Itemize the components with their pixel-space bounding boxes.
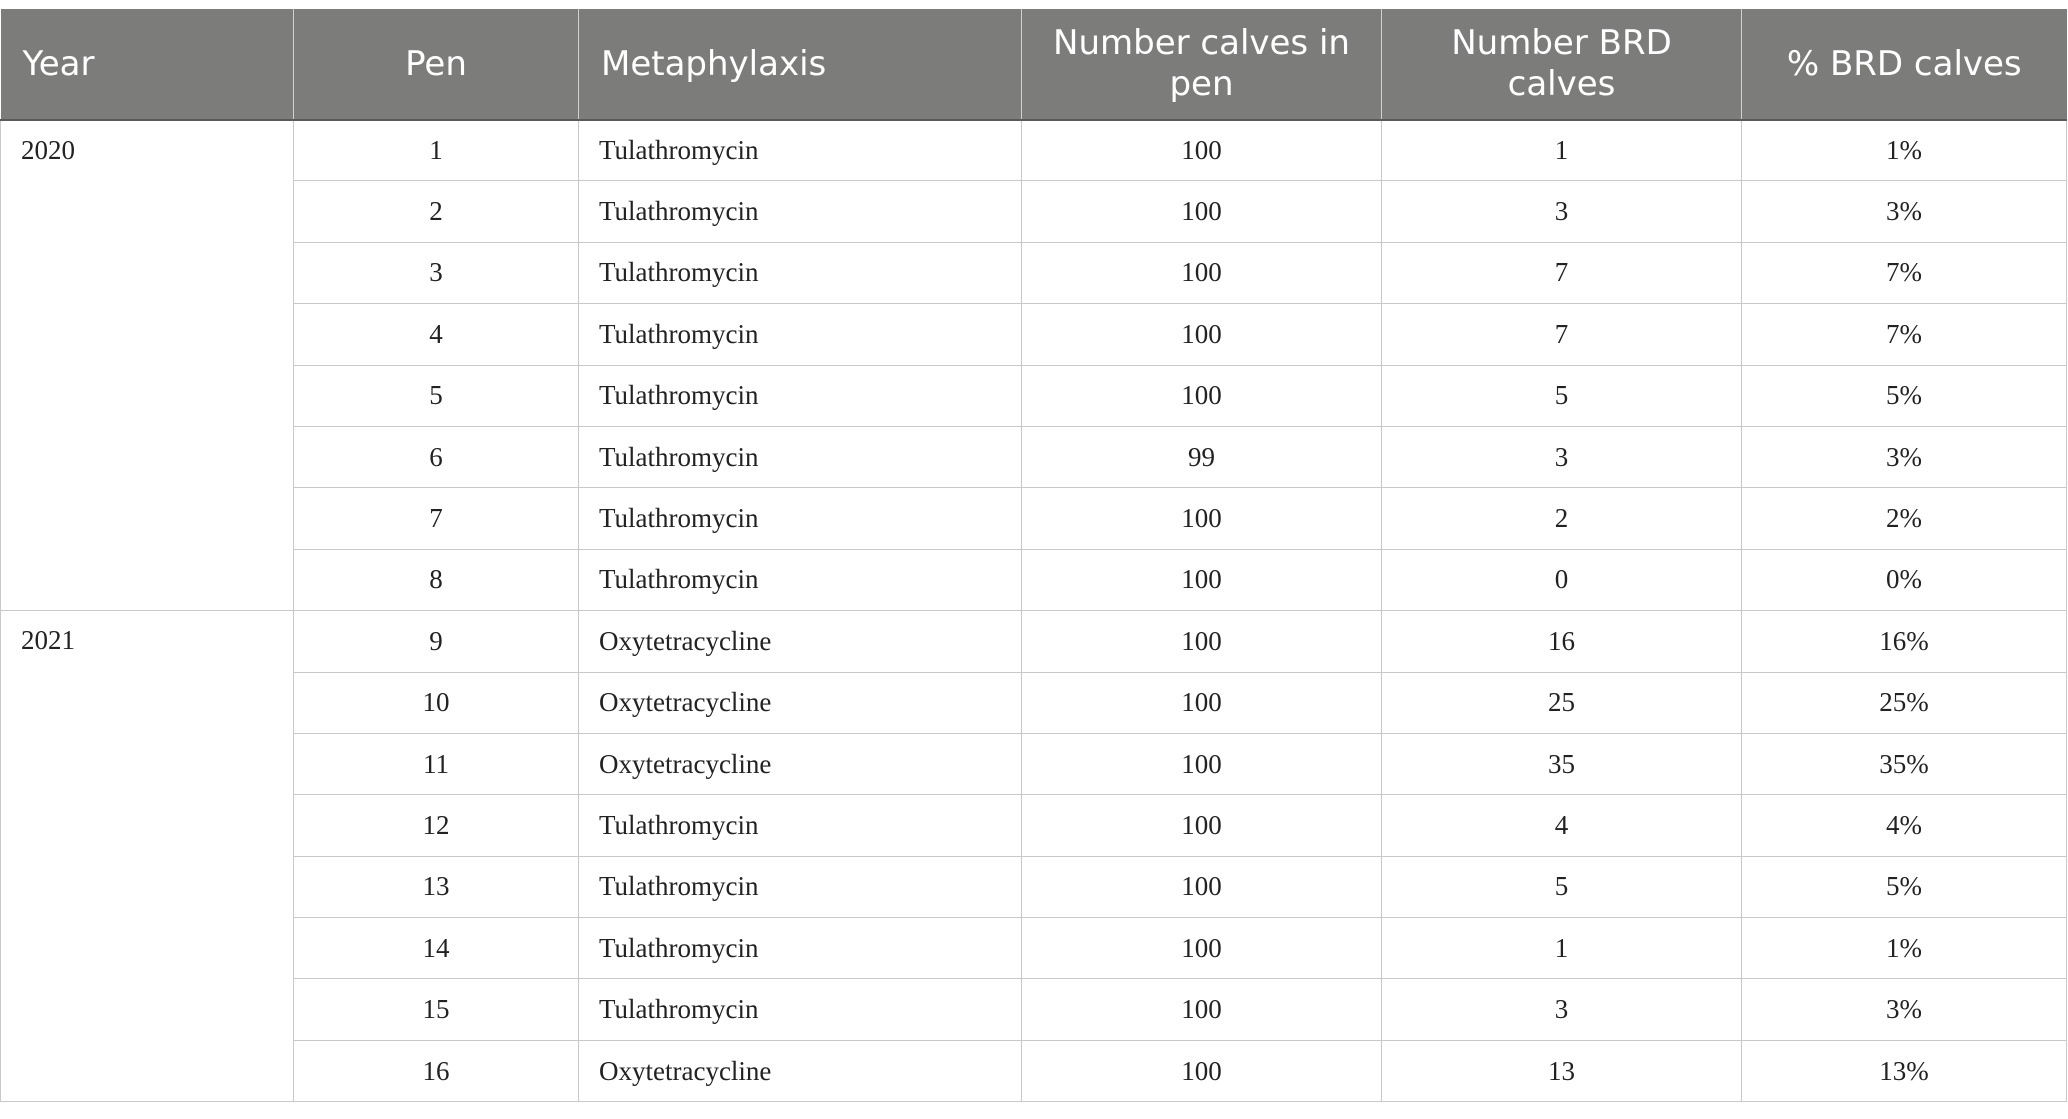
- cell-pen: 10: [294, 672, 579, 733]
- cell-metaphylaxis: Tulathromycin: [579, 488, 1022, 549]
- cell-percent-brd: 7%: [1742, 242, 2067, 303]
- cell-pen: 3: [294, 242, 579, 303]
- table-row: [1, 1040, 2067, 1101]
- cell-number-calves: 100: [1022, 488, 1382, 549]
- table-row: [1, 365, 2067, 426]
- table-header-row: [1, 10, 2067, 120]
- cell-percent-brd: 1%: [1742, 918, 2067, 979]
- cell-percent-brd: 2%: [1742, 488, 2067, 549]
- cell-number-calves: 100: [1022, 304, 1382, 365]
- cell-number-brd: 3: [1382, 979, 1742, 1040]
- cell-pen: 14: [294, 918, 579, 979]
- cell-number-calves: 100: [1022, 242, 1382, 303]
- table-row: [1, 242, 2067, 303]
- cell-metaphylaxis: Tulathromycin: [579, 918, 1022, 979]
- cell-number-calves: 100: [1022, 733, 1382, 794]
- table-row: [1, 488, 2067, 549]
- cell-metaphylaxis: Oxytetracycline: [579, 611, 1022, 672]
- table-row: [1, 733, 2067, 794]
- cell-metaphylaxis: Tulathromycin: [579, 856, 1022, 917]
- table-row: [1, 304, 2067, 365]
- cell-percent-brd: 3%: [1742, 426, 2067, 487]
- cell-percent-brd: 5%: [1742, 365, 2067, 426]
- cell-metaphylaxis: Tulathromycin: [579, 426, 1022, 487]
- cell-number-brd: 35: [1382, 733, 1742, 794]
- cell-number-calves: 100: [1022, 918, 1382, 979]
- cell-pen: 4: [294, 304, 579, 365]
- cell-pen: 5: [294, 365, 579, 426]
- cell-percent-brd: 13%: [1742, 1040, 2067, 1101]
- cell-metaphylaxis: Tulathromycin: [579, 365, 1022, 426]
- cell-percent-brd: 7%: [1742, 304, 2067, 365]
- cell-number-brd: 0: [1382, 549, 1742, 610]
- cell-number-brd: 7: [1382, 304, 1742, 365]
- header-metaphylaxis: Metaphylaxis: [579, 10, 1022, 120]
- cell-number-calves: 99: [1022, 426, 1382, 487]
- cell-year: 2020: [1, 120, 294, 611]
- cell-percent-brd: 35%: [1742, 733, 2067, 794]
- cell-pen: 15: [294, 979, 579, 1040]
- header-number-calves: Number calves in pen: [1022, 10, 1382, 120]
- cell-percent-brd: 3%: [1742, 181, 2067, 242]
- cell-number-brd: 3: [1382, 426, 1742, 487]
- cell-percent-brd: 0%: [1742, 549, 2067, 610]
- cell-number-brd: 13: [1382, 1040, 1742, 1101]
- cell-number-calves: 100: [1022, 611, 1382, 672]
- cell-pen: 2: [294, 181, 579, 242]
- cell-metaphylaxis: Tulathromycin: [579, 304, 1022, 365]
- cell-number-calves: 100: [1022, 979, 1382, 1040]
- cell-pen: 16: [294, 1040, 579, 1101]
- header-number-brd: Number BRD calves: [1382, 10, 1742, 120]
- cell-number-calves: 100: [1022, 672, 1382, 733]
- cell-number-brd: 5: [1382, 856, 1742, 917]
- header-pen: Pen: [294, 10, 579, 120]
- cell-metaphylaxis: Oxytetracycline: [579, 672, 1022, 733]
- cell-metaphylaxis: Oxytetracycline: [579, 733, 1022, 794]
- cell-percent-brd: 4%: [1742, 795, 2067, 856]
- cell-number-brd: 1: [1382, 918, 1742, 979]
- cell-number-calves: 100: [1022, 120, 1382, 181]
- cell-number-brd: 25: [1382, 672, 1742, 733]
- table-row: [1, 795, 2067, 856]
- cell-percent-brd: 1%: [1742, 120, 2067, 181]
- table-body: [1, 120, 2067, 1102]
- cell-metaphylaxis: Tulathromycin: [579, 979, 1022, 1040]
- cell-pen: 8: [294, 549, 579, 610]
- cell-metaphylaxis: Tulathromycin: [579, 242, 1022, 303]
- table-row: [1, 549, 2067, 610]
- cell-number-calves: 100: [1022, 549, 1382, 610]
- table-row: [1, 856, 2067, 917]
- cell-number-brd: 3: [1382, 181, 1742, 242]
- cell-number-brd: 1: [1382, 120, 1742, 181]
- cell-metaphylaxis: Tulathromycin: [579, 120, 1022, 181]
- header-percent-brd: % BRD calves: [1742, 10, 2067, 120]
- table-row: [1, 181, 2067, 242]
- brd-calves-table: [0, 9, 2067, 1102]
- table-row: [1, 120, 2067, 181]
- cell-percent-brd: 16%: [1742, 611, 2067, 672]
- cell-number-calves: 100: [1022, 181, 1382, 242]
- cell-pen: 1: [294, 120, 579, 181]
- table-container: [0, 9, 2066, 1102]
- table-row: [1, 426, 2067, 487]
- cell-metaphylaxis: Tulathromycin: [579, 795, 1022, 856]
- cell-number-calves: 100: [1022, 1040, 1382, 1101]
- cell-metaphylaxis: Tulathromycin: [579, 549, 1022, 610]
- cell-year: 2021: [1, 611, 294, 1102]
- cell-metaphylaxis: Tulathromycin: [579, 181, 1022, 242]
- cell-number-brd: 7: [1382, 242, 1742, 303]
- cell-number-calves: 100: [1022, 795, 1382, 856]
- table-row: [1, 672, 2067, 733]
- cell-percent-brd: 25%: [1742, 672, 2067, 733]
- cell-number-brd: 2: [1382, 488, 1742, 549]
- cell-pen: 6: [294, 426, 579, 487]
- table-row: [1, 918, 2067, 979]
- cell-pen: 12: [294, 795, 579, 856]
- cell-pen: 9: [294, 611, 579, 672]
- cell-percent-brd: 3%: [1742, 979, 2067, 1040]
- cell-number-brd: 16: [1382, 611, 1742, 672]
- cell-pen: 7: [294, 488, 579, 549]
- cell-percent-brd: 5%: [1742, 856, 2067, 917]
- cell-number-brd: 4: [1382, 795, 1742, 856]
- cell-metaphylaxis: Oxytetracycline: [579, 1040, 1022, 1101]
- header-year: Year: [1, 10, 294, 120]
- table-row: [1, 979, 2067, 1040]
- cell-number-calves: 100: [1022, 856, 1382, 917]
- cell-pen: 13: [294, 856, 579, 917]
- table-row: [1, 611, 2067, 672]
- cell-pen: 11: [294, 733, 579, 794]
- cell-number-brd: 5: [1382, 365, 1742, 426]
- cell-number-calves: 100: [1022, 365, 1382, 426]
